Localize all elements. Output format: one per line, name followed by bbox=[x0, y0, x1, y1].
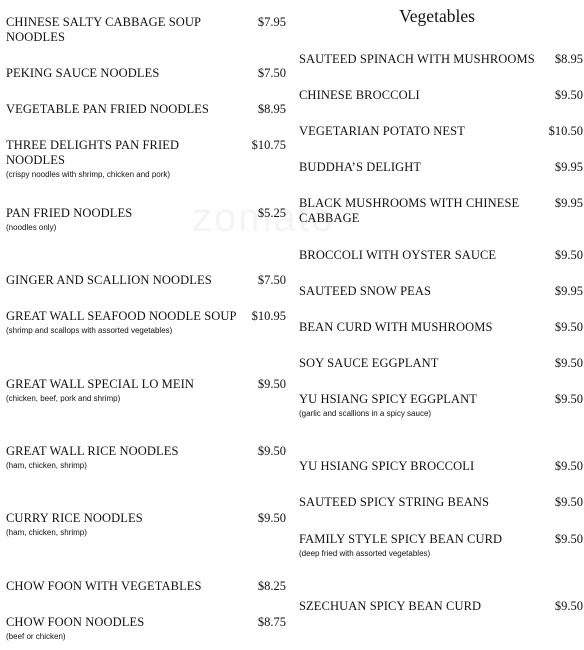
item-name: YU HSIANG SPICY EGGPLANT bbox=[299, 392, 477, 406]
item-name: GINGER AND SCALLION NOODLES bbox=[6, 273, 212, 287]
menu-item bbox=[299, 160, 583, 175]
item-price: $9.50 bbox=[257, 511, 286, 525]
item-name: SAUTEED SNOW PEAS bbox=[299, 284, 432, 298]
menu-item bbox=[299, 124, 583, 139]
item-name: PEKING SAUCE NOODLES bbox=[6, 66, 160, 80]
item-price: $9.50 bbox=[554, 495, 583, 509]
item-price: $9.50 bbox=[554, 88, 583, 102]
item-name: BLACK MUSHROOMS WITH CHINESE CABBAGE bbox=[299, 196, 520, 225]
item-note: (ham, chicken, shrimp) bbox=[6, 461, 87, 470]
item-note: (garlic and scallions in a spicy sauce) bbox=[299, 409, 432, 418]
item-name: SAUTEED SPICY STRING BEANS bbox=[299, 495, 490, 509]
menu-item bbox=[6, 377, 286, 404]
item-price: $7.95 bbox=[257, 15, 286, 29]
menu-item bbox=[299, 599, 583, 614]
menu-item bbox=[6, 273, 286, 288]
menu-item bbox=[6, 206, 286, 233]
item-note: (deep fried with assorted vegetables) bbox=[299, 549, 431, 558]
item-name: GREAT WALL RICE NOODLES bbox=[6, 444, 179, 458]
menu-item bbox=[299, 532, 583, 559]
item-price: $5.25 bbox=[257, 206, 286, 220]
item-name: CURRY RICE NOODLES bbox=[6, 511, 143, 525]
item-price: $9.50 bbox=[554, 599, 583, 613]
item-price: $9.95 bbox=[554, 196, 583, 210]
menu-item bbox=[299, 320, 583, 335]
item-name: BROCCOLI WITH OYSTER SAUCE bbox=[299, 248, 497, 262]
item-price: $9.50 bbox=[554, 392, 583, 406]
item-price: $8.95 bbox=[257, 102, 286, 116]
menu-item bbox=[299, 356, 583, 371]
item-price: $9.50 bbox=[554, 459, 583, 473]
item-price: $7.50 bbox=[257, 273, 286, 287]
item-name: PAN FRIED NOODLES bbox=[6, 206, 133, 220]
item-name: SOY SAUCE EGGPLANT bbox=[299, 356, 439, 370]
item-name: SAUTEED SPINACH WITH MUSHROOMS bbox=[299, 52, 535, 66]
item-price: $9.50 bbox=[554, 320, 583, 334]
item-name: FAMILY STYLE SPICY BEAN CURD bbox=[299, 532, 503, 546]
item-price: $8.25 bbox=[257, 579, 286, 593]
menu-item bbox=[6, 615, 286, 642]
item-name: VEGETABLE PAN FRIED NOODLES bbox=[6, 102, 209, 116]
menu-item bbox=[6, 511, 286, 538]
item-price: $7.50 bbox=[257, 66, 286, 80]
item-price: $8.95 bbox=[554, 52, 583, 66]
item-note: (crispy noodles with shrimp, chicken and pork) bbox=[6, 170, 171, 179]
item-name: THREE DELIGHTS PAN FRIED NOODLES bbox=[6, 138, 180, 167]
menu-item bbox=[299, 495, 583, 510]
item-name: CHOW FOON WITH VEGETABLES bbox=[6, 579, 202, 593]
menu-item bbox=[299, 88, 583, 103]
item-name: BUDDHA’S DELIGHT bbox=[299, 160, 422, 174]
item-price: $10.95 bbox=[251, 309, 286, 323]
item-price: $9.95 bbox=[554, 160, 583, 174]
menu-item bbox=[299, 284, 583, 299]
item-note: (chicken, beef, pork and shrimp) bbox=[6, 394, 121, 403]
item-price: $9.50 bbox=[257, 377, 286, 391]
section-title: Vegetables bbox=[399, 6, 475, 26]
menu-item bbox=[6, 15, 286, 45]
item-name: SZECHUAN SPICY BEAN CURD bbox=[299, 599, 482, 613]
item-name: BEAN CURD WITH MUSHROOMS bbox=[299, 320, 493, 334]
item-price: $9.50 bbox=[257, 444, 286, 458]
item-note: (ham, chicken, shrimp) bbox=[6, 528, 87, 537]
item-price: $9.50 bbox=[554, 532, 583, 546]
menu-item bbox=[299, 52, 583, 67]
menu-item bbox=[6, 138, 286, 180]
item-note: (shrimp and scallops with assorted vegetables) bbox=[6, 326, 173, 335]
item-name: CHOW FOON NOODLES bbox=[6, 615, 145, 629]
item-price: $9.95 bbox=[554, 284, 583, 298]
item-note: (beef or chicken) bbox=[6, 632, 66, 641]
item-price: $9.50 bbox=[554, 356, 583, 370]
item-name: GREAT WALL SEAFOOD NOODLE SOUP bbox=[6, 309, 237, 323]
menu-item bbox=[6, 444, 286, 471]
item-name: GREAT WALL SPECIAL LO MEIN bbox=[6, 377, 195, 391]
item-name: CHINESE SALTY CABBAGE SOUP NOODLES bbox=[6, 15, 201, 44]
item-name: CHINESE BROCCOLI bbox=[299, 88, 420, 102]
menu-item bbox=[6, 66, 286, 81]
item-price: $8.75 bbox=[257, 615, 286, 629]
item-note: (noodles only) bbox=[6, 223, 57, 232]
item-price: $9.50 bbox=[554, 248, 583, 262]
menu-item bbox=[299, 248, 583, 263]
menu-item bbox=[299, 392, 583, 419]
menu-item bbox=[299, 196, 583, 226]
item-name: VEGETARIAN POTATO NEST bbox=[299, 124, 465, 138]
menu-item bbox=[6, 579, 286, 594]
item-name: YU HSIANG SPICY BROCCOLI bbox=[299, 459, 475, 473]
item-price: $10.50 bbox=[548, 124, 583, 138]
item-price: $10.75 bbox=[251, 138, 286, 152]
menu-item bbox=[6, 102, 286, 117]
menu-item bbox=[299, 459, 583, 474]
menu-item bbox=[6, 309, 286, 336]
